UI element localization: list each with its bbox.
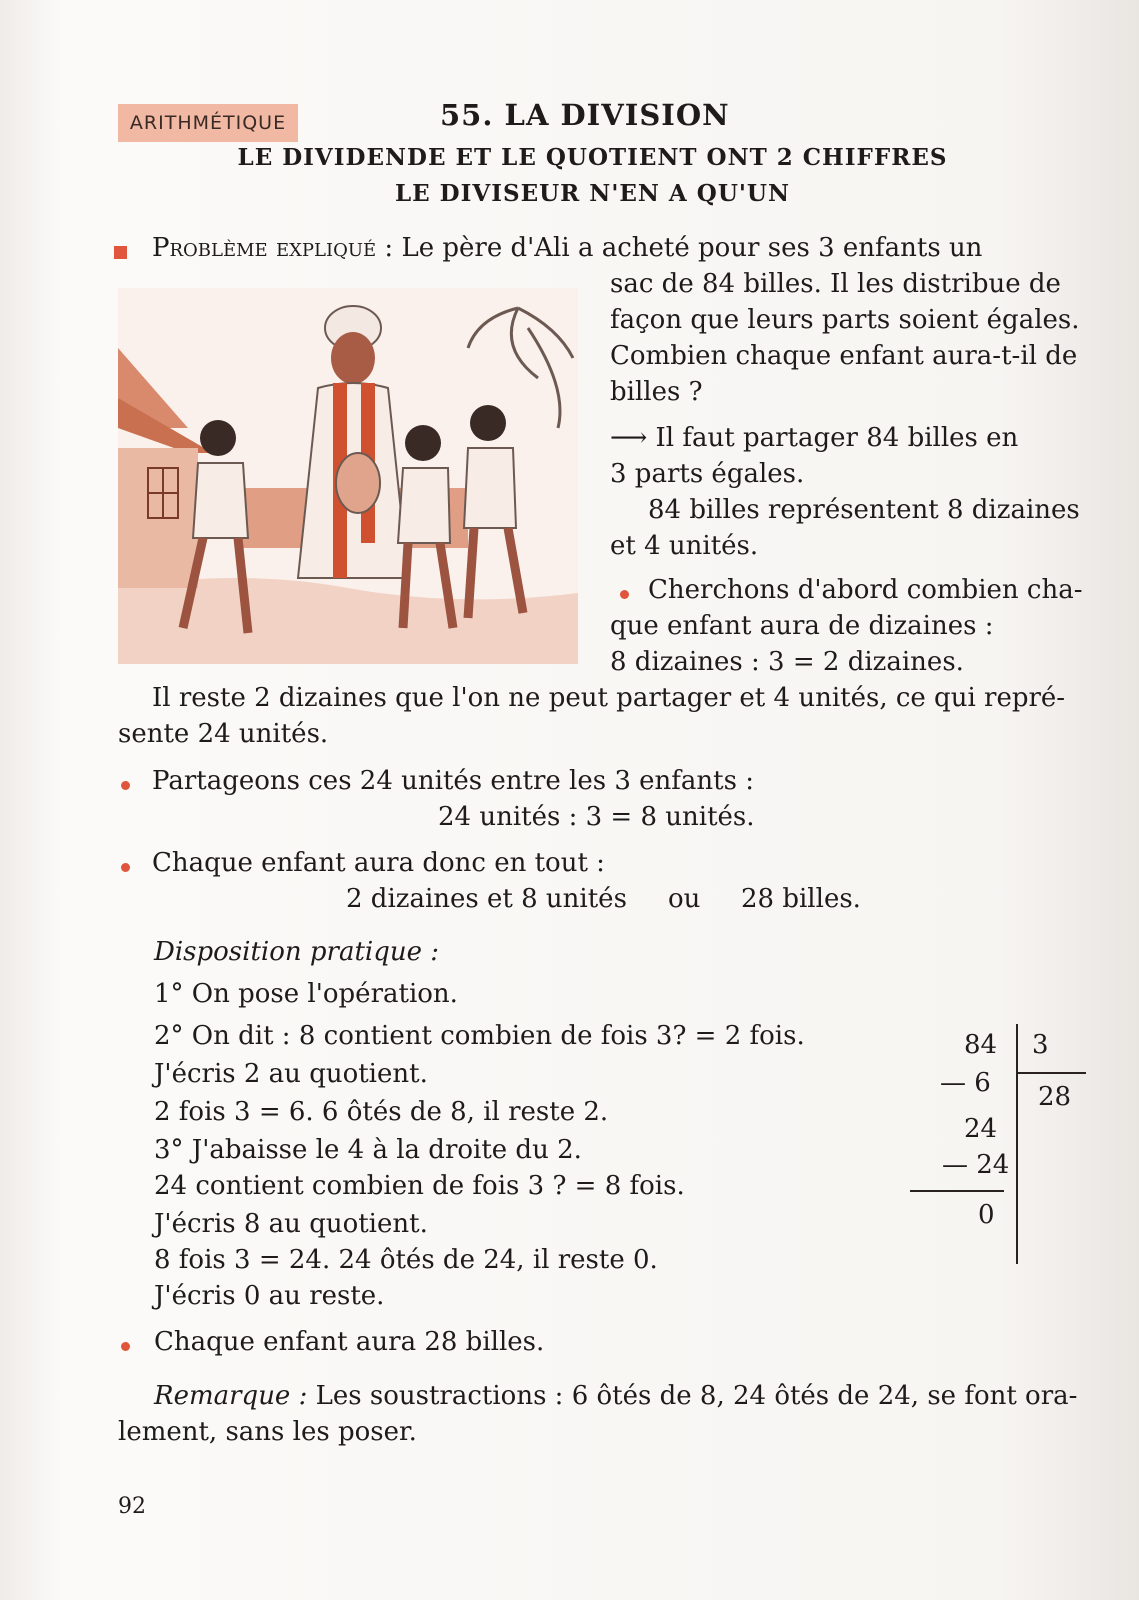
subtitle-line-2: LE DIVISEUR N'EN A QU'UN [394,180,791,207]
disposition-step-9: J'écris 0 au reste. [154,1281,385,1311]
disposition-step-10: Chaque enfant aura 28 billes. [154,1327,545,1357]
division-partial: 24 [964,1114,998,1144]
disposition-step-1: 1° On pose l'opération. [154,979,458,1009]
problem-text-18c: 28 billes. [741,884,861,914]
disposition-step-3: J'écris 2 au quotient. [154,1059,428,1089]
problem-first-line [152,230,982,266]
disposition-step-6: 24 contient combien de fois 3 ? = 8 fois. [154,1171,685,1201]
disposition-step-4: 2 fois 3 = 6. 6 ôtés de 8, il reste 2. [154,1097,609,1127]
problem-text-5: billes ? [610,377,703,407]
division-subtract-1: — 6 [940,1068,991,1098]
division-vertical-line [1016,1024,1018,1264]
remark-label: Remarque : [154,1381,308,1411]
problem-text-10: Cherchons d'abord combien cha- [648,575,1083,605]
problem-text-7: 3 parts égales. [610,459,805,489]
disposition-step-8: 8 fois 3 = 24. 24 ôtés de 24, il reste 0. [154,1245,658,1275]
division-divisor-line [1016,1072,1086,1074]
division-remainder: 0 [978,1200,995,1230]
page-number: 92 [118,1494,146,1519]
page-title: 55. LA DIVISION [440,98,730,132]
problem-text-9: et 4 unités. [610,531,759,561]
problem-text-8: 84 billes représentent 8 dizaines [648,495,1080,525]
division-divisor: 3 [1032,1030,1049,1060]
problem-text-1: Le père d'Ali a acheté pour ses 3 enfants un [401,233,983,263]
square-bullet-icon [114,246,127,259]
problem-text-18b: ou [668,884,701,914]
section-tag: ARITHMÉTIQUE [118,104,298,142]
problem-text-12: 8 dizaines : 3 = 2 dizaines. [610,647,964,677]
problem-text-4: Combien chaque enfant aura-t-il de [610,341,1078,371]
problem-text-14: sente 24 unités. [118,719,329,749]
round-bullet-icon [620,590,629,599]
division-result-line [910,1190,1004,1192]
division-quotient: 28 [1038,1082,1072,1112]
problem-text-11: que enfant aura de dizaines : [610,611,994,641]
problem-text-13: Il reste 2 dizaines que l'on ne peut partager et 4 unités, ce qui repré- [152,683,1066,713]
round-bullet-icon [121,863,130,872]
problem-text-2: sac de 84 billes. Il les distribue de [610,269,1061,299]
round-bullet-icon [121,1342,130,1351]
problem-label: Problème expliqué : [152,233,394,263]
disposition-step-2: 2° On dit : 8 contient combien de fois 3? = 2 fois. [154,1021,805,1051]
problem-text-16: 24 unités : 3 = 8 unités. [438,802,755,832]
illustration-father-and-children [118,288,578,664]
remark-text-2: lement, sans les poser. [118,1417,417,1447]
round-bullet-icon [121,781,130,790]
problem-text-3: façon que leurs parts soient égales. [610,305,1080,335]
problem-text-17: Chaque enfant aura donc en tout : [152,848,605,878]
problem-text-15: Partageons ces 24 unités entre les 3 enfants : [152,766,754,796]
disposition-step-5: 3° J'abaisse le 4 à la droite du 2. [154,1135,582,1165]
problem-text-6: ⟶ Il faut partager 84 billes en [610,423,1019,453]
subtitle-line-1: LE DIVIDENDE ET LE QUOTIENT ONT 2 CHIFFRES [237,144,948,171]
problem-text-18a: 2 dizaines et 8 unités [346,884,627,914]
remark-text-1: Les soustractions : 6 ôtés de 8, 24 ôtés de 24, se font ora- [315,1381,1078,1411]
division-dividend: 84 [964,1030,998,1060]
disposition-step-7: J'écris 8 au quotient. [154,1209,428,1239]
division-subtract-2: — 24 [942,1150,1010,1180]
remark-line-1 [154,1378,1077,1414]
disposition-heading: Disposition pratique : [154,937,440,967]
